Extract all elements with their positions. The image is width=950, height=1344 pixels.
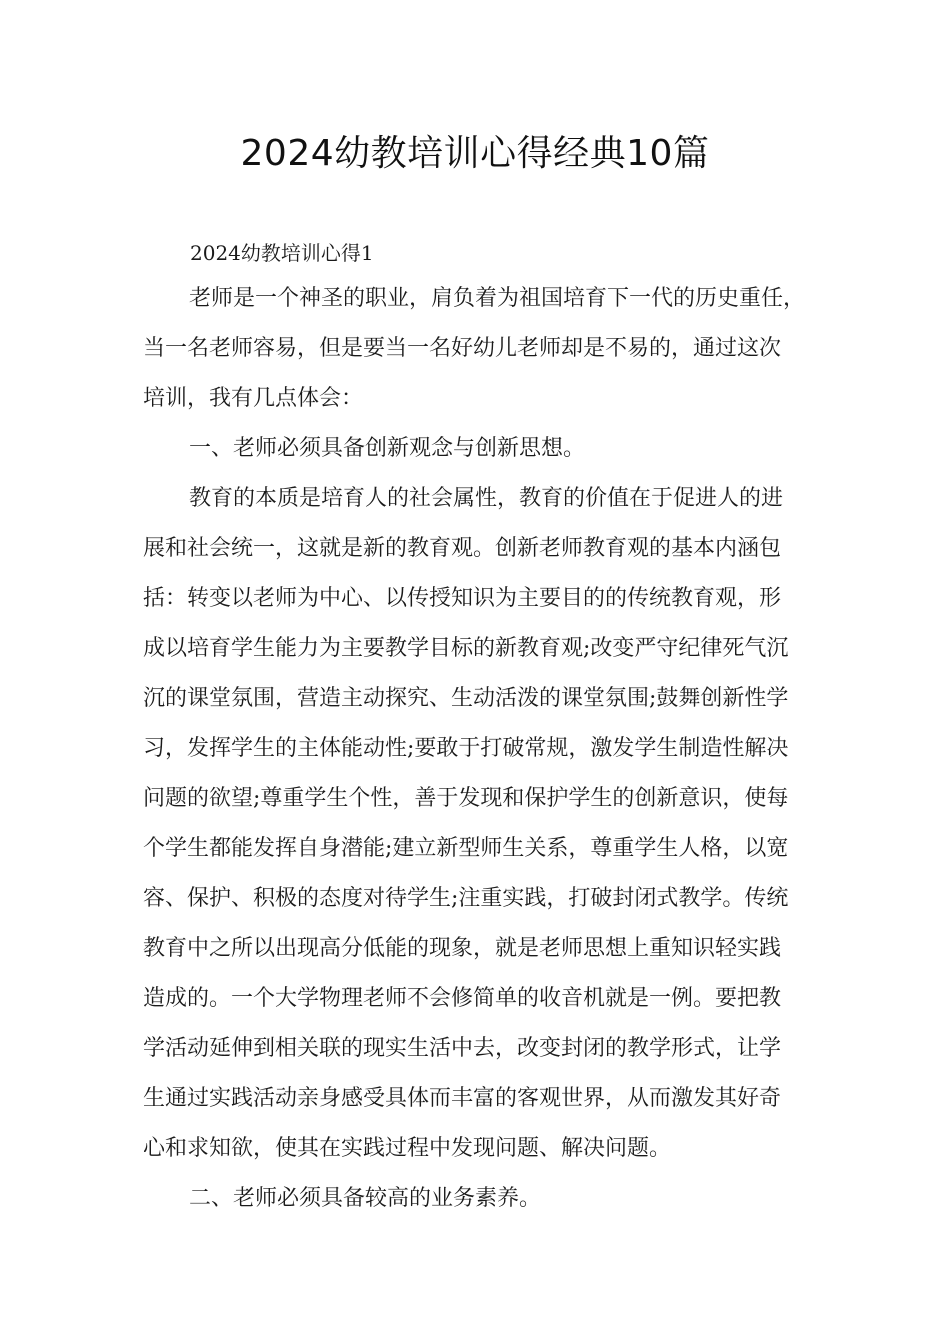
paragraph-line: 问题的欲望;尊重学生个性，善于发现和保护学生的创新意识，使每 bbox=[143, 786, 789, 811]
paragraph-line: 生通过实践活动亲身感受具体而丰富的客观世界，从而激发其好奇 bbox=[143, 1086, 782, 1111]
paragraph-line: 括：转变以老师为中心、以传授知识为主要目的的传统教育观，形 bbox=[143, 586, 782, 611]
paragraph-line: 老师是一个神圣的职业，肩负着为祖国培育下一代的历史重任， bbox=[189, 286, 806, 311]
paragraph-line: 习，发挥学生的主体能动性;要敢于打破常规，激发学生制造性解决 bbox=[143, 736, 789, 761]
paragraph-line: 展和社会统一，这就是新的教育观。创新老师教育观的基本内涵包 bbox=[143, 536, 782, 561]
document-title: 2024幼教培训心得经典10篇 bbox=[240, 133, 710, 174]
paragraph-line: 容、保护、积极的态度对待学生;注重实践，打破封闭式教学。传统 bbox=[143, 886, 789, 911]
paragraph-4 bbox=[143, 1174, 808, 1224]
section-heading: 2024幼教培训心得1 bbox=[190, 241, 374, 265]
paragraph-line: 一、老师必须具备创新观念与创新思想。 bbox=[189, 436, 586, 461]
paragraph-line: 学活动延伸到相关联的现实生活中去，改变封闭的教学形式，让学 bbox=[143, 1036, 782, 1061]
paragraph-line: 二、老师必须具备较高的业务素养。 bbox=[189, 1186, 542, 1211]
paragraph-line: 培训，我有几点体会： bbox=[143, 386, 364, 411]
paragraph-line: 造成的。一个大学物理老师不会修简单的收音机就是一例。要把教 bbox=[143, 986, 782, 1011]
paragraph-line: 当一名老师容易，但是要当一名好幼儿老师却是不易的，通过这次 bbox=[143, 336, 782, 361]
paragraph-line: 沉的课堂氛围，营造主动探究、生动活泼的课堂氛围;鼓舞创新性学 bbox=[143, 686, 789, 711]
paragraph-3 bbox=[143, 474, 808, 1174]
paragraph-line: 个学生都能发挥自身潜能;建立新型师生关系，尊重学生人格，以宽 bbox=[143, 836, 789, 861]
paragraph-line: 心和求知欲，使其在实践过程中发现问题、解决问题。 bbox=[143, 1136, 672, 1161]
paragraph-line: 教育中之所以出现高分低能的现象，就是老师思想上重知识轻实践 bbox=[143, 936, 782, 961]
paragraph-line: 教育的本质是培育人的社会属性，教育的价值在于促进人的进 bbox=[189, 486, 784, 511]
paragraph-1 bbox=[143, 274, 808, 424]
paragraph-2 bbox=[143, 424, 808, 474]
paragraph-line: 成以培育学生能力为主要教学目标的新教育观;改变严守纪律死气沉 bbox=[143, 636, 789, 661]
